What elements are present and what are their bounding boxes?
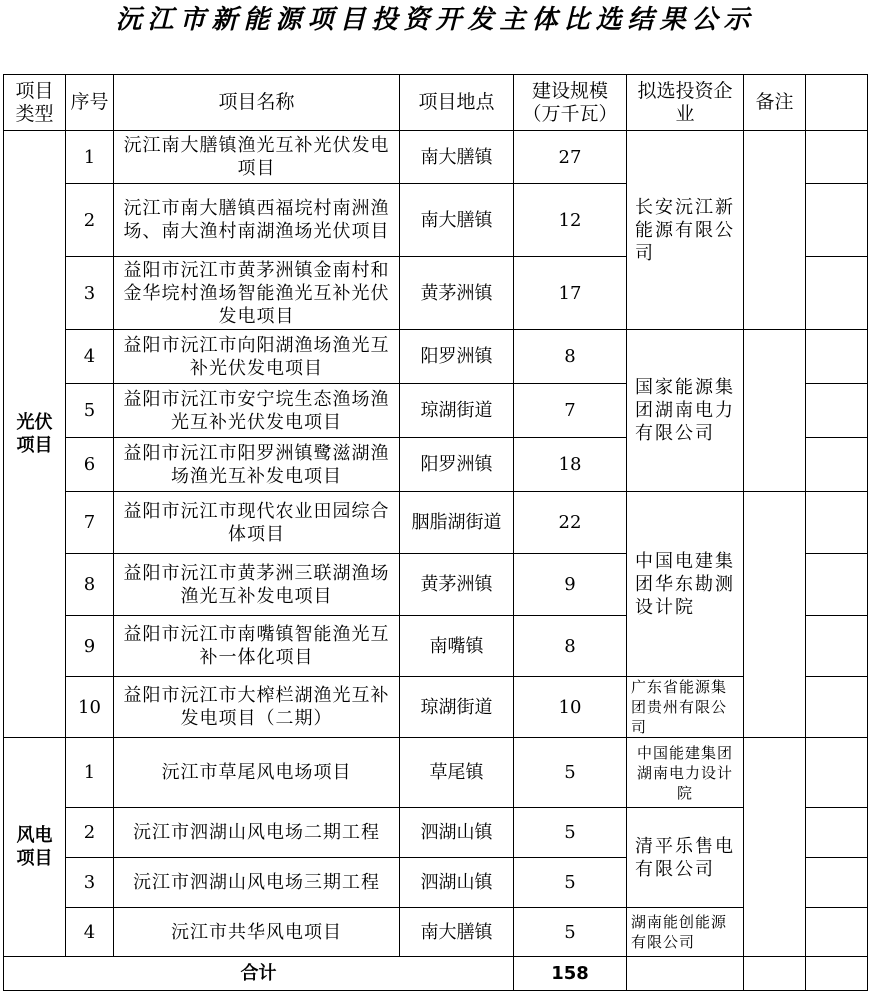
header-extra [806,75,868,131]
extra-cell [806,492,868,554]
project-table [3,74,868,991]
project-scale: 18 [514,438,627,492]
header-scale: 建设规模（万千瓦） [514,75,627,131]
project-name: 沅江市泗湖山风电场三期工程 [114,858,400,908]
project-name: 益阳市沅江市大榨栏湖渔光互补发电项目（二期） [114,677,400,738]
table-row [4,808,868,858]
project-location: 南大膳镇 [400,908,514,957]
row-no: 3 [66,257,114,330]
project-scale: 17 [514,257,627,330]
project-location: 黄茅洲镇 [400,257,514,330]
extra-cell [806,184,868,257]
investor-qingping: 清平乐售电有限公司 [627,808,744,908]
row-no: 7 [66,492,114,554]
total-extra-cell [806,957,868,991]
project-scale: 8 [514,330,627,384]
category-pv: 光伏项目 [4,131,66,738]
project-scale: 27 [514,131,627,184]
row-no: 4 [66,908,114,957]
project-scale: 10 [514,677,627,738]
table-row [4,677,868,738]
header-type: 项目类型 [4,75,66,131]
project-name: 沅江市南大膳镇西福垸村南洲渔场、南大渔村南湖渔场光伏项目 [114,184,400,257]
extra-cell [806,131,868,184]
project-scale: 5 [514,908,627,957]
investor-nanneng: 湖南能创能源有限公司 [627,908,744,957]
project-scale: 5 [514,738,627,808]
project-name: 益阳市沅江市黄茅洲三联湖渔场渔光互补发电项目 [114,554,400,616]
total-investor-cell [627,957,744,991]
row-no: 10 [66,677,114,738]
project-location: 泗湖山镇 [400,858,514,908]
project-scale: 7 [514,384,627,438]
header-row [4,75,868,131]
extra-cell [806,384,868,438]
project-scale: 22 [514,492,627,554]
project-name: 益阳市沅江市向阳湖渔场渔光互补光伏发电项目 [114,330,400,384]
page-title: 沅江市新能源项目投资开发主体比选结果公示 [115,5,756,35]
investor-guojia: 国家能源集团湖南电力有限公司 [627,330,744,492]
extra-cell [806,438,868,492]
project-scale: 12 [514,184,627,257]
table-row [4,908,868,957]
row-no: 2 [66,184,114,257]
extra-cell [806,330,868,384]
project-name: 益阳市沅江市阳罗洲镇鹭滋湖渔场渔光互补发电项目 [114,438,400,492]
header-name: 项目名称 [114,75,400,131]
category-wind: 风电项目 [4,738,66,957]
header-investor: 拟选投资企业 [627,75,744,131]
project-name: 益阳市沅江市南嘴镇智能渔光互补一体化项目 [114,616,400,677]
extra-cell [806,677,868,738]
table-row [4,738,868,808]
header-location: 项目地点 [400,75,514,131]
project-scale: 9 [514,554,627,616]
table-row [4,330,868,384]
project-location: 泗湖山镇 [400,808,514,858]
header-remark: 备注 [744,75,806,131]
table-row [4,492,868,554]
project-location: 南大膳镇 [400,131,514,184]
project-location: 琼湖街道 [400,677,514,738]
investor-changan: 长安沅江新能源有限公司 [627,131,744,330]
extra-cell [806,738,868,808]
row-no: 5 [66,384,114,438]
project-scale: 5 [514,808,627,858]
project-name: 沅江南大膳镇渔光互补光伏发电项目 [114,131,400,184]
project-location: 胭脂湖街道 [400,492,514,554]
project-location: 阳罗洲镇 [400,438,514,492]
header-no: 序号 [66,75,114,131]
extra-cell [806,908,868,957]
row-no: 9 [66,616,114,677]
project-location: 南大膳镇 [400,184,514,257]
project-name: 益阳市沅江市安宁垸生态渔场渔光互补光伏发电项目 [114,384,400,438]
investor-zhongnengjian: 中国能建集团湖南电力设计院 [627,738,744,808]
remark-cell [744,738,806,957]
row-no: 6 [66,438,114,492]
row-no: 1 [66,131,114,184]
project-name: 沅江市共华风电项目 [114,908,400,957]
row-no: 8 [66,554,114,616]
row-no: 2 [66,808,114,858]
remark-cell [744,492,806,738]
project-location: 阳罗洲镇 [400,330,514,384]
row-no: 1 [66,738,114,808]
project-scale: 8 [514,616,627,677]
investor-guangdong: 广东省能源集团贵州有限公司 [627,677,744,738]
project-location: 南嘴镇 [400,616,514,677]
total-value: 158 [514,957,627,991]
project-location: 黄茅洲镇 [400,554,514,616]
investor-huadong: 中国电建集团华东勘测设计院 [627,492,744,677]
extra-cell [806,808,868,858]
project-location: 琼湖街道 [400,384,514,438]
row-no: 3 [66,858,114,908]
remark-cell [744,330,806,492]
total-row [4,957,868,991]
project-name: 沅江市草尾风电场项目 [114,738,400,808]
project-name: 益阳市沅江市现代农业田园综合体项目 [114,492,400,554]
project-name: 沅江市泗湖山风电场二期工程 [114,808,400,858]
project-scale: 5 [514,858,627,908]
project-name: 益阳市沅江市黄茅洲镇金南村和金华垸村渔场智能渔光互补光伏发电项目 [114,257,400,330]
total-label: 合计 [4,957,514,991]
table-row [4,131,868,184]
extra-cell [806,858,868,908]
project-location: 草尾镇 [400,738,514,808]
remark-cell [744,131,806,330]
extra-cell [806,554,868,616]
total-remark-cell [744,957,806,991]
extra-cell [806,257,868,330]
row-no: 4 [66,330,114,384]
extra-cell [806,616,868,677]
